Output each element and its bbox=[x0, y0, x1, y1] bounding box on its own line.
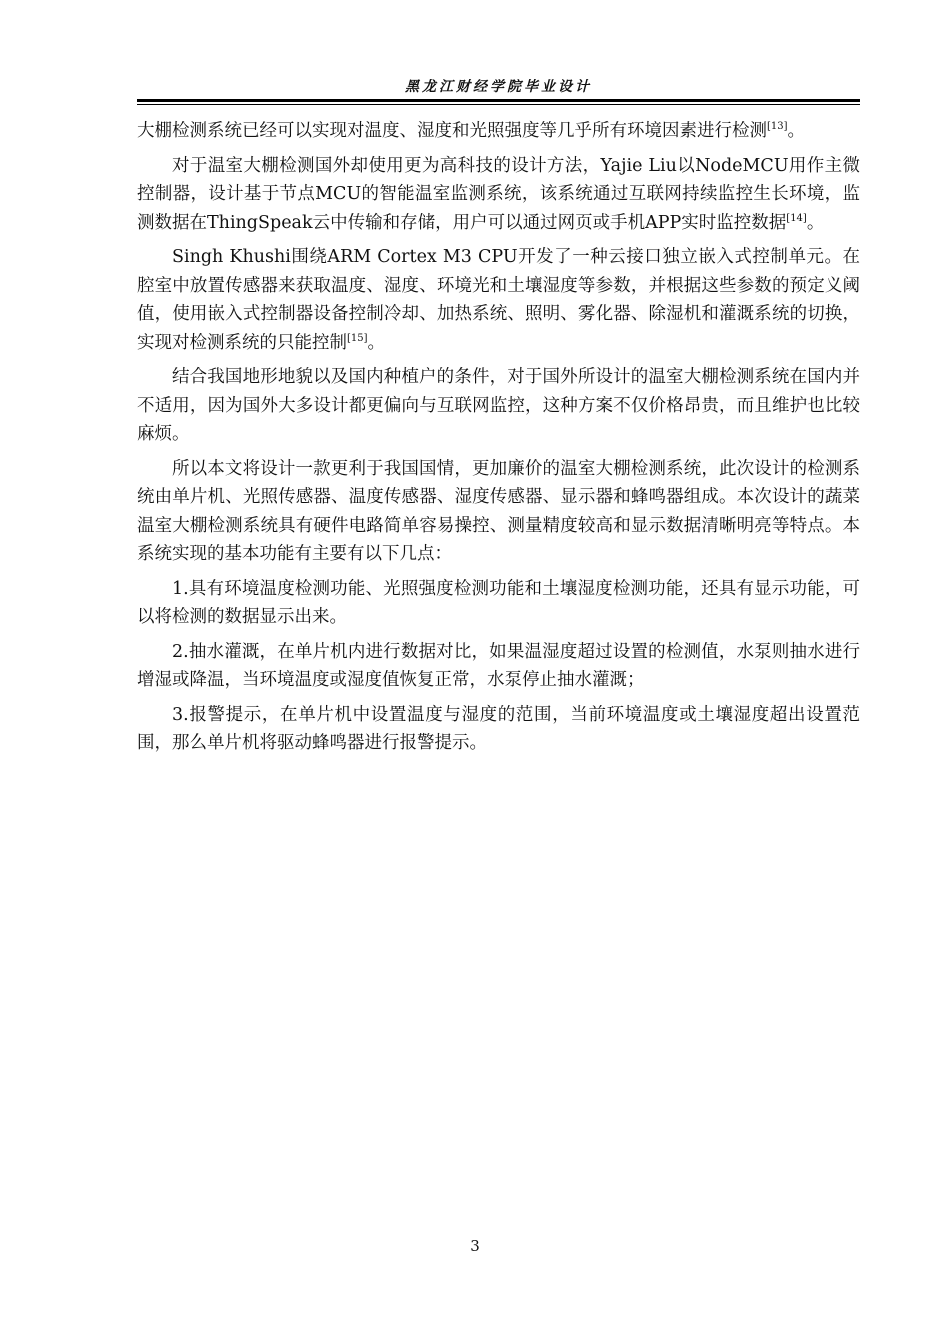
page-header-title: 黑龙江财经学院毕业设计 bbox=[405, 79, 592, 95]
citation-mark: [15] bbox=[347, 332, 368, 344]
citation-mark: [14] bbox=[786, 212, 807, 224]
paragraph-domestic-conditions: 结合我国地形地貌以及国内种植户的条件，对于国外所设计的温室大棚检测系统在国内并不适用，因为国外大多设计都更偏向与互联网监控，这种方案不仅价格昂贵，而且维护也比较麻烦。 bbox=[137, 367, 860, 444]
paragraph-end: 。 bbox=[806, 212, 825, 233]
paragraph-end: 。 bbox=[787, 121, 806, 141]
paragraph-embedded-control bbox=[137, 243, 860, 357]
paragraph-system-design: 所以本文将设计一款更利于我国国情，更加廉价的温室大棚检测系统，此次设计的检测系统由单片机、光照传感器、温度传感器、湿度传感器、显示器和蜂鸣器组成。本次设计的蔬菜温室大棚检测系统具有硬件电路简单容易操控、测量精度较高和显示数据清晰明亮等特点。本系统实现的基本功能有主要有以下几点： bbox=[137, 458, 860, 564]
paragraph-text: 大棚检测系统已经可以实现对温度、湿度和光照强度等几乎所有环境因素进行检测 bbox=[137, 121, 767, 141]
paragraph-foreign-research bbox=[137, 152, 860, 238]
citation-mark: [13] bbox=[767, 121, 788, 133]
list-item-irrigation: 2.抽水灌溉，在单片机内进行数据对比，如果温湿度超过设置的检测值，水泵则抽水进行增湿或降温，当环境温度或湿度值恢复正常，水泵停止抽水灌溉； bbox=[137, 641, 860, 690]
paragraph-text: 对于温室大棚检测国外却使用更为高科技的设计方法，Yajie Liu以NodeMCU用作主微控制器，设计基于节点MCU的智能温室监测系统，该系统通过互联网持续监控生长环境，监测数据在ThingSpeak云中传输和存储，用户可以通过网页或手机APP实时监控数据 bbox=[137, 155, 860, 233]
paragraph-text: Singh Khushi围绕ARM Cortex M3 CPU开发了一种云接口独立嵌入式控制单元。在腔室中放置传感器来获取温度、湿度、环境光和土壤湿度等参数，并根据这些参数的预定义阈值，使用嵌入式控制器设备控制冷却、加热系统、照明、雾化器、除湿机和灌溉系统的切换，实现对检测系统的只能控制 bbox=[137, 247, 860, 353]
page-number: 3 bbox=[470, 1237, 480, 1255]
paragraph-continuation bbox=[137, 117, 860, 146]
header-divider-thick bbox=[137, 99, 860, 102]
list-item-alarm: 3.报警提示，在单片机中设置温度与湿度的范围，当前环境温度或土壤湿度超出设置范围，那么单片机将驱动蜂鸣器进行报警提示。 bbox=[137, 704, 860, 753]
document-body bbox=[137, 117, 860, 764]
list-item-detection: 1.具有环境温度检测功能、光照强度检测功能和土壤湿度检测功能，还具有显示功能，可以将检测的数据显示出来。 bbox=[137, 578, 860, 627]
paragraph-end: 。 bbox=[367, 332, 386, 353]
header-divider-thin bbox=[137, 104, 860, 105]
